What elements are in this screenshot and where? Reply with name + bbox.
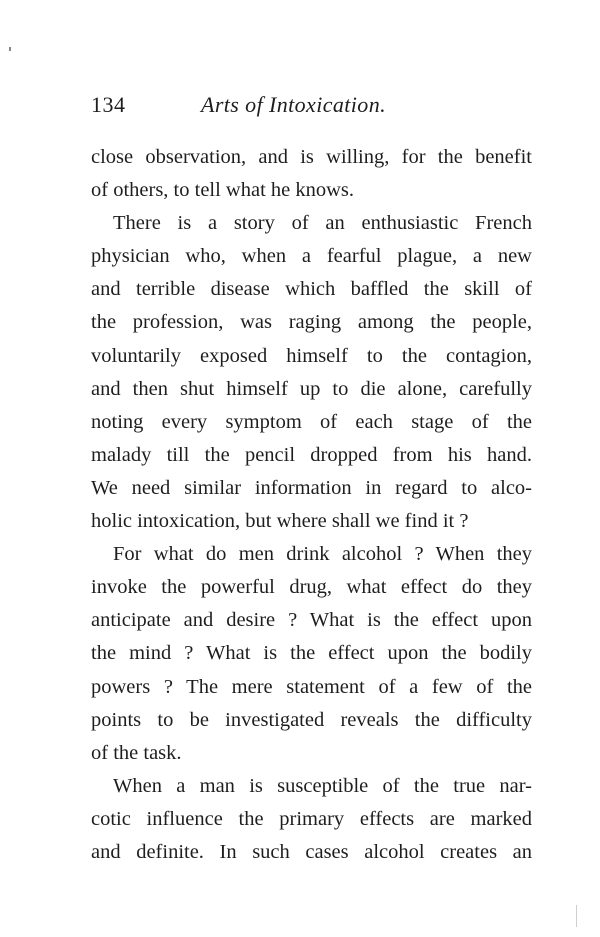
text-line: the profession, was raging among the people, bbox=[91, 311, 532, 334]
text-line: We need similar information in regard to alco- bbox=[91, 476, 532, 499]
body-text bbox=[91, 141, 532, 869]
text-line: malady till the pencil dropped from his hand. bbox=[91, 443, 532, 466]
page-edge-mark bbox=[576, 905, 577, 927]
text-line: For what do men drink alcohol ? When they bbox=[113, 543, 532, 566]
running-title: Arts of Intoxication. bbox=[201, 92, 386, 117]
text-line: cotic influence the primary effects are marked bbox=[91, 807, 532, 830]
text-line: of the task. bbox=[91, 741, 182, 764]
text-line: voluntarily exposed himself to the contagion, bbox=[91, 344, 532, 367]
text-line: the mind ? What is the effect upon the bodily bbox=[91, 642, 532, 665]
text-line: There is a story of an enthusiastic French bbox=[113, 212, 532, 235]
text-line: holic intoxication, but where shall we find it ? bbox=[91, 510, 469, 533]
text-line: When a man is susceptible of the true nar- bbox=[113, 774, 532, 797]
text-line: invoke the powerful drug, what effect do they bbox=[91, 576, 532, 599]
text-line: physician who, when a fearful plague, a new bbox=[91, 245, 532, 268]
text-line: and then shut himself up to die alone, carefully bbox=[91, 377, 532, 400]
text-line: anticipate and desire ? What is the effect upon bbox=[91, 609, 532, 632]
text-line: of others, to tell what he knows. bbox=[91, 179, 355, 202]
text-line: and terrible disease which baffled the skill of bbox=[91, 278, 532, 301]
text-line: points to be investigated reveals the difficulty bbox=[91, 708, 532, 731]
text-line: close observation, and is willing, for the benefit bbox=[91, 146, 532, 168]
scan-speck bbox=[9, 47, 11, 51]
page-header bbox=[91, 92, 531, 122]
text-line: and definite. In such cases alcohol creates an bbox=[91, 840, 532, 863]
page-number: 134 bbox=[91, 92, 126, 117]
text-line: noting every symptom of each stage of the bbox=[91, 410, 532, 433]
text-line: powers ? The mere statement of a few of the bbox=[91, 675, 532, 698]
